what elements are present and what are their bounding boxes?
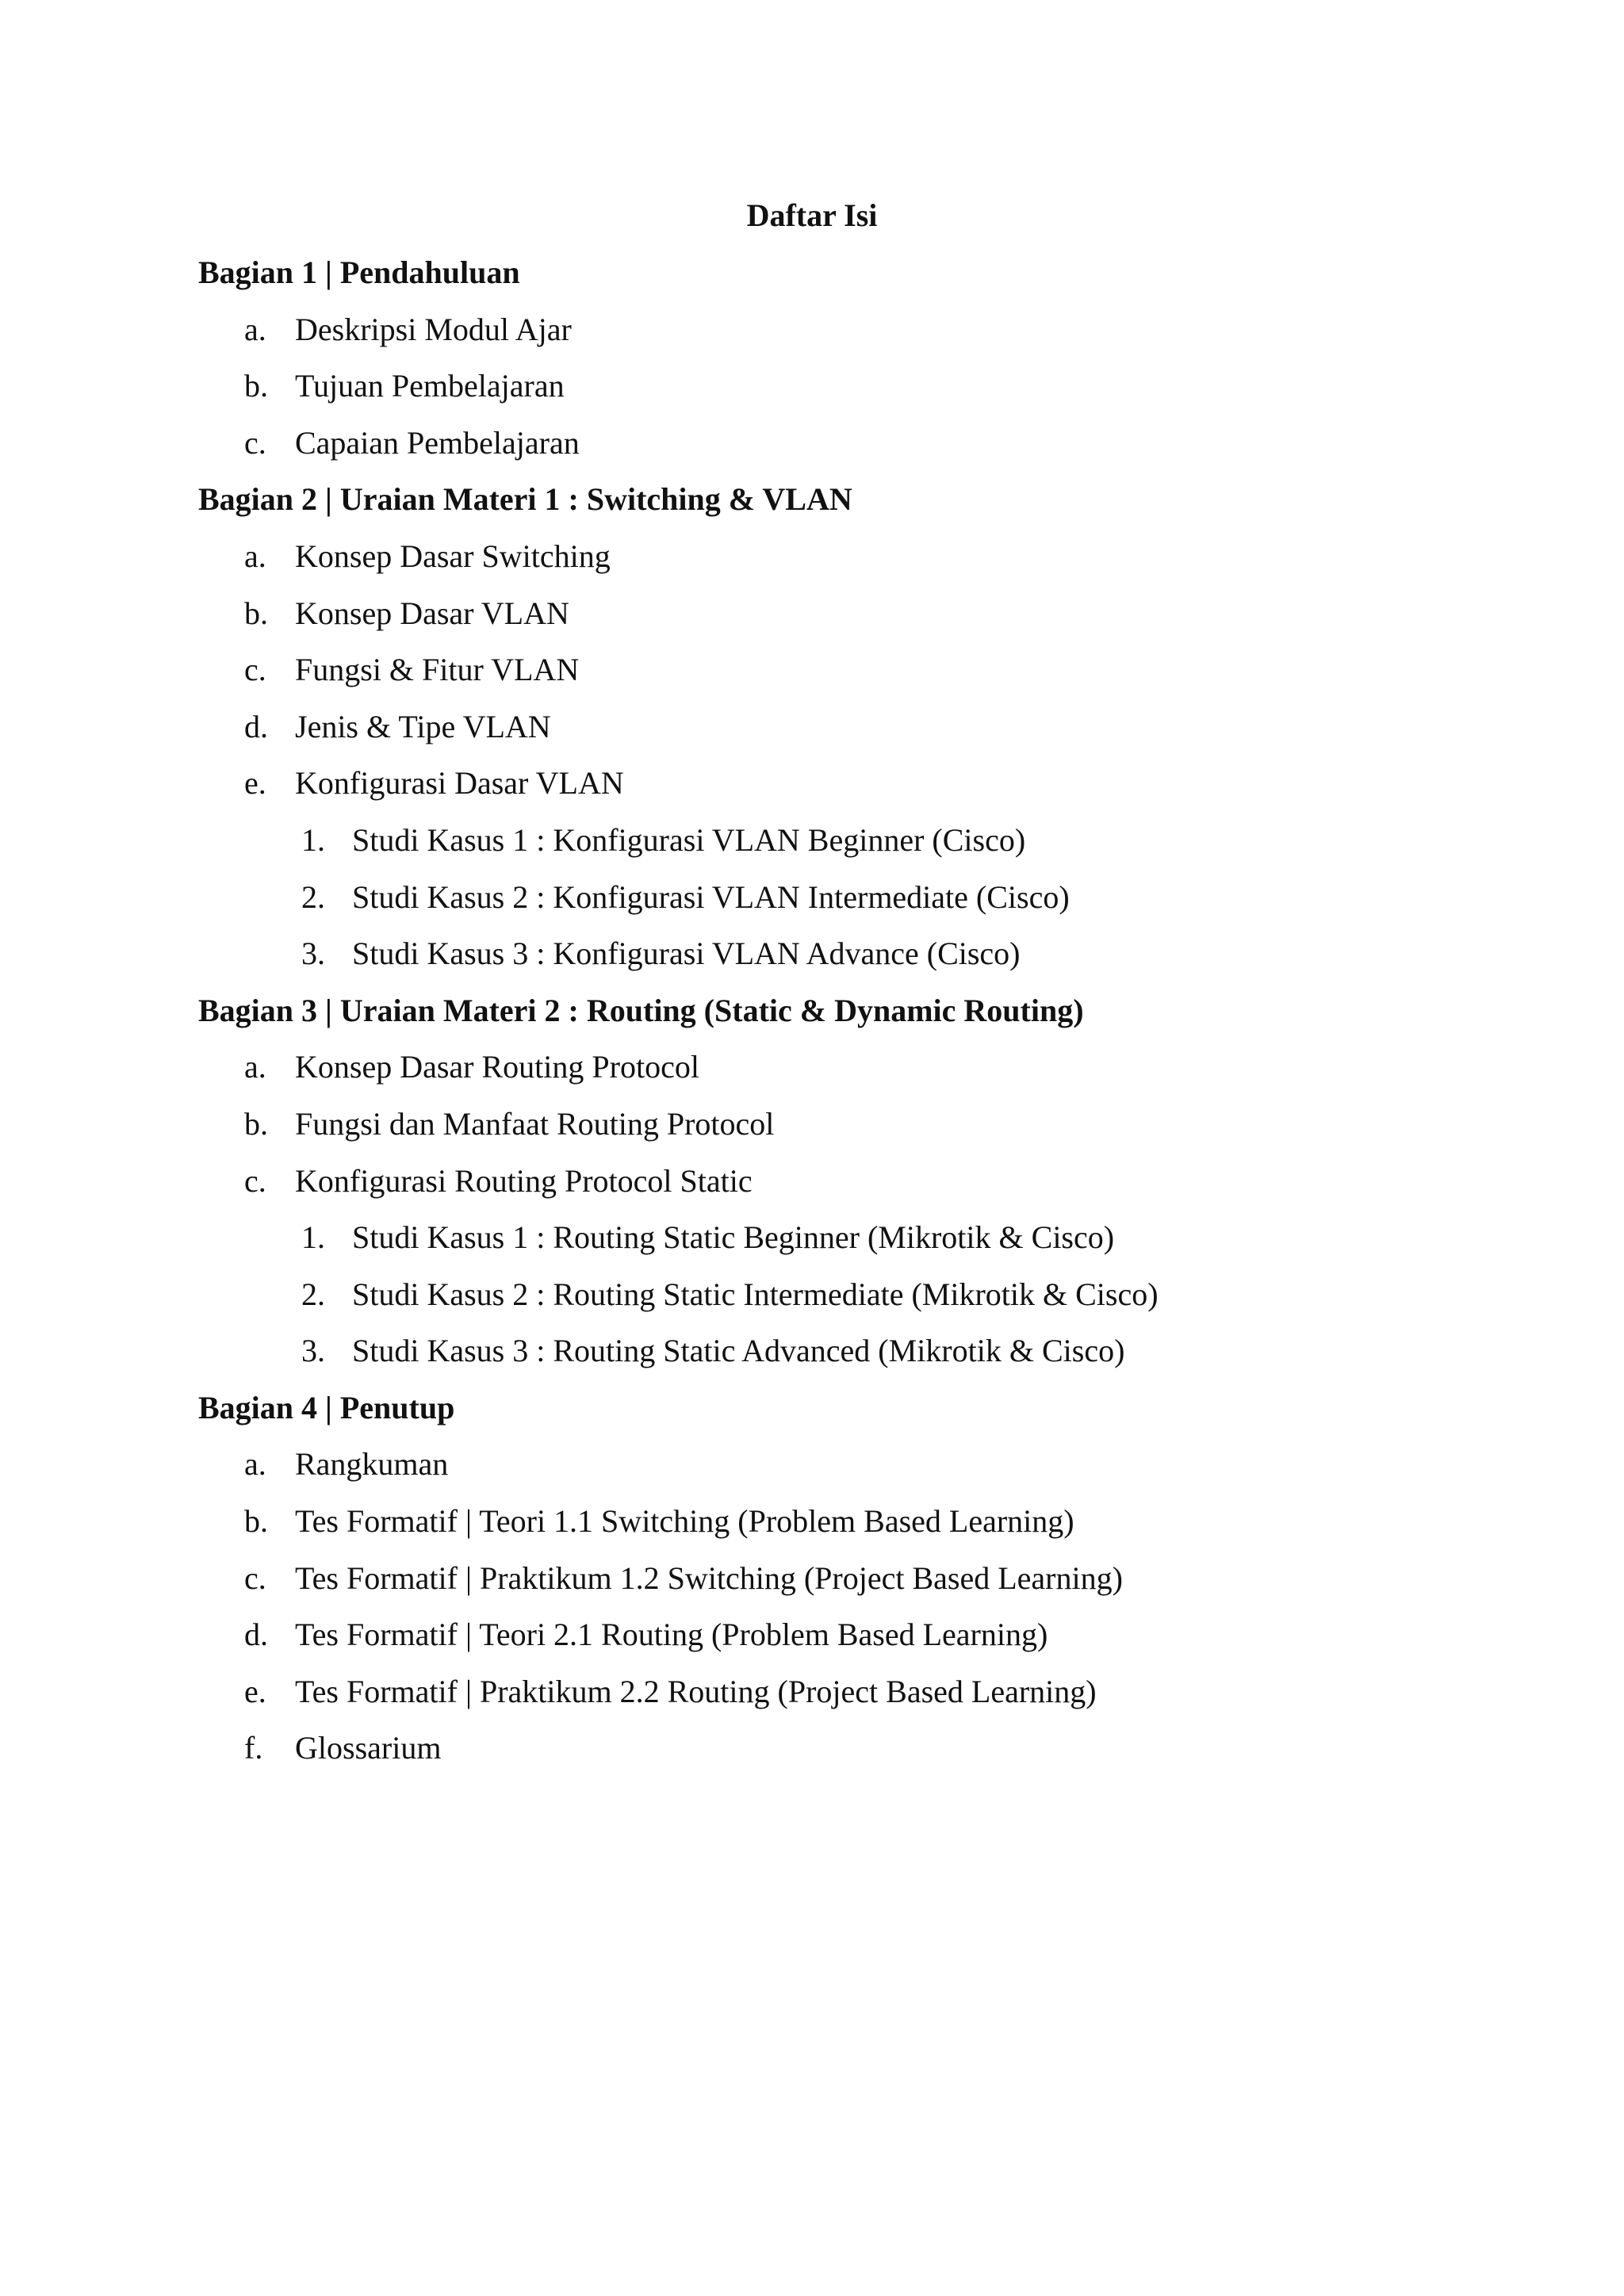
toc-item-marker: e. <box>244 765 266 802</box>
toc-item-text: Tes Formatif | Praktikum 2.2 Routing (Project Based Learning) <box>295 1673 1097 1709</box>
toc-item <box>198 1614 1467 1671</box>
toc-item <box>198 593 1467 650</box>
toc-subitem <box>198 1330 1467 1387</box>
page-title: Daftar Isi <box>746 197 878 233</box>
toc-item <box>198 1047 1467 1104</box>
toc-item-marker: e. <box>244 1673 266 1709</box>
toc-item-marker: a. <box>244 311 266 347</box>
toc-item-marker: b. <box>244 1105 268 1142</box>
toc-item-marker: a. <box>244 1049 266 1085</box>
toc-item <box>198 423 1467 480</box>
toc-item <box>198 365 1467 423</box>
toc-item <box>198 1161 1467 1218</box>
toc-item-marker: d. <box>244 708 268 744</box>
toc-item-marker: d. <box>244 1617 268 1653</box>
toc-item-text: Tes Formatif | Teori 1.1 Switching (Problem Based Learning) <box>295 1503 1074 1540</box>
toc-subitem <box>198 1274 1467 1331</box>
toc-subitem <box>198 820 1467 877</box>
toc-item-marker: b. <box>244 1503 268 1540</box>
toc-item <box>198 1104 1467 1161</box>
toc-item-marker: b. <box>244 595 268 631</box>
toc-item-marker: c. <box>244 424 266 461</box>
toc-item-marker: c. <box>244 1559 266 1596</box>
toc-item-text: Fungsi & Fitur VLAN <box>295 652 580 688</box>
section-heading: Bagian 1 | Pendahuluan <box>198 254 520 290</box>
toc-item-text: Tujuan Pembelajaran <box>295 368 565 404</box>
toc-item <box>198 1671 1467 1728</box>
toc-subitem-text: Studi Kasus 3 : Routing Static Advanced (Mikrotik & Cisco) <box>352 1333 1125 1369</box>
toc-subitem-text: Studi Kasus 2 : Routing Static Intermediate (Mikrotik & Cisco) <box>352 1276 1159 1312</box>
toc-subitem <box>198 1217 1467 1274</box>
toc-item <box>198 1728 1467 1785</box>
toc-subitem-marker: 3. <box>301 936 325 972</box>
toc-item <box>198 1501 1467 1558</box>
toc-item-text: Konfigurasi Dasar VLAN <box>295 765 624 802</box>
toc-item-text: Deskripsi Modul Ajar <box>295 311 572 347</box>
section-heading: Bagian 3 | Uraian Materi 2 : Routing (Static & Dynamic Routing) <box>198 992 1084 1028</box>
toc-item-text: Konsep Dasar Switching <box>295 538 611 574</box>
toc-item <box>198 1444 1467 1501</box>
toc-item-text: Rangkuman <box>295 1446 449 1483</box>
toc-subitem-marker: 3. <box>301 1333 325 1369</box>
toc-subitem-marker: 1. <box>301 821 325 858</box>
toc-subitem-text: Studi Kasus 3 : Konfigurasi VLAN Advance (Cisco) <box>352 936 1021 972</box>
toc-subitem-marker: 1. <box>301 1219 325 1256</box>
toc-item-text: Tes Formatif | Teori 2.1 Routing (Problem Based Learning) <box>295 1617 1048 1653</box>
toc-item-marker: f. <box>244 1730 263 1766</box>
toc-item-text: Tes Formatif | Praktikum 1.2 Switching (Project Based Learning) <box>295 1559 1123 1596</box>
toc-subitem-marker: 2. <box>301 1276 325 1312</box>
toc-item-marker: b. <box>244 368 268 404</box>
toc-item-marker: c. <box>244 652 266 688</box>
toc-item <box>198 1558 1467 1615</box>
toc-item-marker: a. <box>244 1446 266 1483</box>
toc-item-text: Fungsi dan Manfaat Routing Protocol <box>295 1105 775 1142</box>
toc-item-marker: a. <box>244 538 266 574</box>
table-of-contents <box>198 252 1467 1785</box>
toc-item <box>198 763 1467 820</box>
toc-subitem <box>198 933 1467 990</box>
toc-item-text: Jenis & Tipe VLAN <box>295 708 551 744</box>
toc-subitem <box>198 877 1467 934</box>
toc-item <box>198 706 1467 763</box>
toc-item <box>198 309 1467 366</box>
toc-item-text: Konsep Dasar Routing Protocol <box>295 1049 699 1085</box>
toc-item-marker: c. <box>244 1162 266 1199</box>
toc-subitem-text: Studi Kasus 1 : Routing Static Beginner (Mikrotik & Cisco) <box>352 1219 1115 1256</box>
toc-item-text: Konfigurasi Routing Protocol Static <box>295 1162 753 1199</box>
toc-item <box>198 649 1467 706</box>
toc-subitem-text: Studi Kasus 2 : Konfigurasi VLAN Intermediate (Cisco) <box>352 878 1070 915</box>
section-heading: Bagian 4 | Penutup <box>198 1389 455 1425</box>
toc-item-text: Konsep Dasar VLAN <box>295 595 569 631</box>
toc-subitem-marker: 2. <box>301 878 325 915</box>
toc-item-text: Capaian Pembelajaran <box>295 424 580 461</box>
toc-item <box>198 536 1467 593</box>
toc-item-text: Glossarium <box>295 1730 442 1766</box>
toc-subitem-text: Studi Kasus 1 : Konfigurasi VLAN Beginner (Cisco) <box>352 821 1026 858</box>
section-heading: Bagian 2 | Uraian Materi 1 : Switching & VLAN <box>198 481 852 518</box>
